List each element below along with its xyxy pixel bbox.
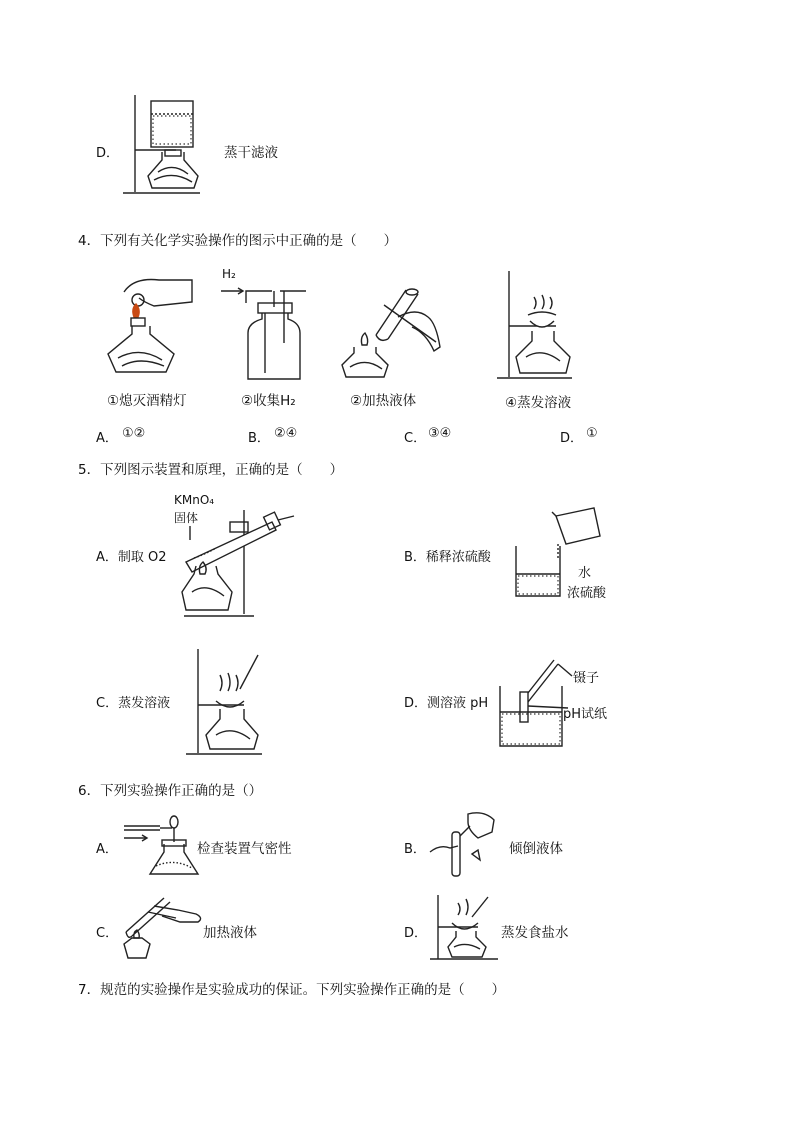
q4-option-d-text: ① — [586, 426, 598, 441]
q6-option-b-text: 倾倒液体 — [509, 841, 563, 857]
q4-option-c-label: C． — [404, 431, 427, 446]
q6-option-d-text: 蒸发食盐水 — [501, 925, 569, 941]
q4-caption-4: ④蒸发溶液 — [505, 395, 572, 411]
q5-d-fig-label-2: pH试纸 — [563, 707, 608, 722]
q5-d-fig-label-1: 镊子 — [573, 671, 600, 686]
q5-option-a-label: A．制取 O2 — [96, 550, 167, 565]
q4-fig1-alcohol-lamp — [104, 272, 194, 377]
q6-c-figure — [118, 892, 208, 964]
q6-a-figure — [120, 812, 200, 882]
q3-option-d-label: D． — [96, 146, 120, 161]
q6-option-a-label: A． — [96, 842, 118, 857]
q6-b-figure — [428, 808, 508, 880]
q4-option-a-label: A． — [96, 431, 118, 446]
q4-option-c-text: ③④ — [428, 426, 452, 441]
q5-option-d-label: D．测溶液 pH — [404, 696, 489, 711]
q4-option-a-text: ①② — [122, 426, 146, 441]
q4-fig4-evaporating — [494, 269, 584, 384]
q5-option-b-label: B．稀释浓硫酸 — [404, 550, 491, 565]
q4-stem: 4．下列有关化学实验操作的图示中正确的是（ ） — [78, 233, 398, 249]
q4-option-b-text: ②④ — [274, 426, 298, 441]
q4-caption-3: ②加热液体 — [350, 393, 417, 409]
q5-a-fig-label-1: KMnO₄ — [174, 493, 215, 507]
q4-h2-label: H₂ — [222, 267, 236, 281]
q6-option-b-label: B． — [404, 842, 426, 857]
q6-option-d-label: D． — [404, 926, 428, 941]
q5-b-fig-label-2: 浓硫酸 — [567, 586, 607, 601]
q5-stem: 5．下列图示装置和原理，正确的是（ ） — [78, 462, 344, 478]
q4-option-b-label: B． — [248, 431, 270, 446]
q5-a-figure — [170, 500, 300, 625]
q4-option-d-label: D． — [560, 431, 584, 446]
q5-b-fig-label-1: 水 — [578, 566, 592, 581]
q5-a-fig-label-2: 固体 — [174, 511, 199, 525]
q6-option-c-text: 加热液体 — [203, 925, 257, 941]
q3-d-figure — [118, 92, 218, 202]
q4-caption-2: ②收集H₂ — [241, 393, 296, 409]
q6-option-c-label: C． — [96, 926, 119, 941]
q7-stem: 7．规范的实验操作是实验成功的保证。下列实验操作正确的是（ ） — [78, 982, 506, 998]
q5-option-c-label: C．蒸发溶液 — [96, 696, 171, 711]
q6-option-a-text: 检查装置气密性 — [197, 841, 292, 857]
q3-option-d-text: 蒸干滤液 — [224, 145, 278, 161]
q6-stem: 6．下列实验操作正确的是（） — [78, 783, 263, 799]
q5-c-figure — [182, 647, 272, 762]
q6-d-figure — [428, 893, 508, 965]
q4-caption-1: ①熄灭酒精灯 — [107, 393, 187, 409]
q4-fig2-gas-bottle — [218, 283, 313, 383]
q4-fig3-heating-liquid — [336, 287, 446, 382]
